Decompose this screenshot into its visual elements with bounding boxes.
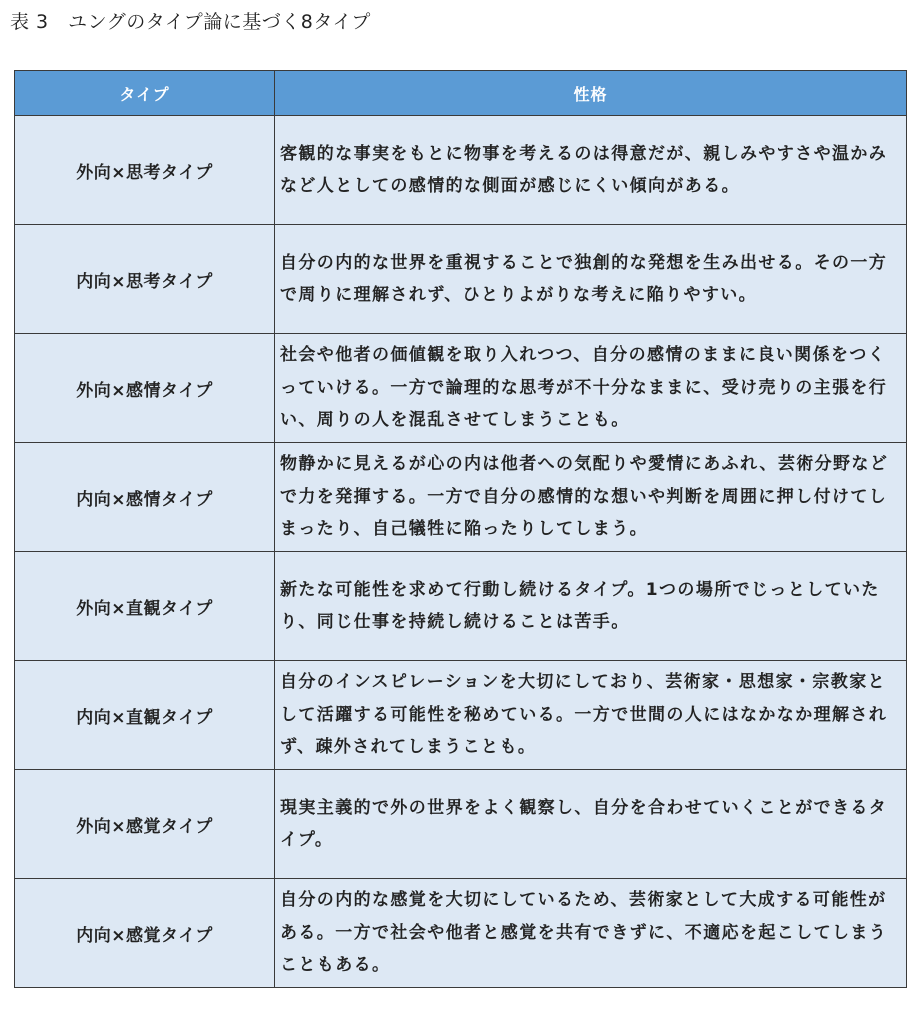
table-header-row [15, 71, 907, 116]
jung-types-table [14, 70, 907, 988]
header-type: タイプ [15, 71, 275, 116]
type-cell: 内向×思考タイプ [15, 225, 275, 334]
type-cell: 内向×感覚タイプ [15, 879, 275, 988]
table-caption: 表 3 ユングのタイプ論に基づく8タイプ [10, 11, 371, 33]
type-cell: 外向×感覚タイプ [15, 770, 275, 879]
description-cell: 社会や他者の価値観を取り入れつつ、自分の感情のままに良い関係をつくっていける。一方で論理的な思考が不十分なままに、受け売りの主張を行い、周りの人を混乱させてしまうことも。 [275, 334, 907, 443]
table-row [15, 552, 907, 661]
description-cell: 自分のインスピレーションを大切にしており、芸術家・思想家・宗教家として活躍する可能性を秘めている。一方で世間の人にはなかなか理解されず、疎外されてしまうことも。 [275, 661, 907, 770]
type-cell: 外向×思考タイプ [15, 116, 275, 225]
description-cell: 客観的な事実をもとに物事を考えるのは得意だが、親しみやすさや温かみなど人としての感情的な側面が感じにくい傾向がある。 [275, 116, 907, 225]
table-row [15, 879, 907, 988]
type-cell: 外向×直観タイプ [15, 552, 275, 661]
type-cell: 内向×直観タイプ [15, 661, 275, 770]
type-cell: 内向×感情タイプ [15, 443, 275, 552]
type-cell: 外向×感情タイプ [15, 334, 275, 443]
table-row [15, 334, 907, 443]
description-cell: 物静かに見えるが心の内は他者への気配りや愛情にあふれ、芸術分野などで力を発揮する。一方で自分の感情的な想いや判断を周囲に押し付けてしまったり、自己犠牲に陥ったりしてしまう。 [275, 443, 907, 552]
table-row [15, 443, 907, 552]
description-cell: 現実主義的で外の世界をよく観察し、自分を合わせていくことができるタイプ。 [275, 770, 907, 879]
description-cell: 自分の内的な感覚を大切にしているため、芸術家として大成する可能性がある。一方で社会や他者と感覚を共有できずに、不適応を起こしてしまうこともある。 [275, 879, 907, 988]
table-row [15, 770, 907, 879]
header-personality: 性格 [275, 71, 907, 116]
description-cell: 自分の内的な世界を重視することで独創的な発想を生み出せる。その一方で周りに理解されず、ひとりよがりな考えに陥りやすい。 [275, 225, 907, 334]
table-row [15, 225, 907, 334]
table-row [15, 116, 907, 225]
description-cell: 新たな可能性を求めて行動し続けるタイプ。1つの場所でじっとしていたり、同じ仕事を持続し続けることは苦手。 [275, 552, 907, 661]
table-row [15, 661, 907, 770]
